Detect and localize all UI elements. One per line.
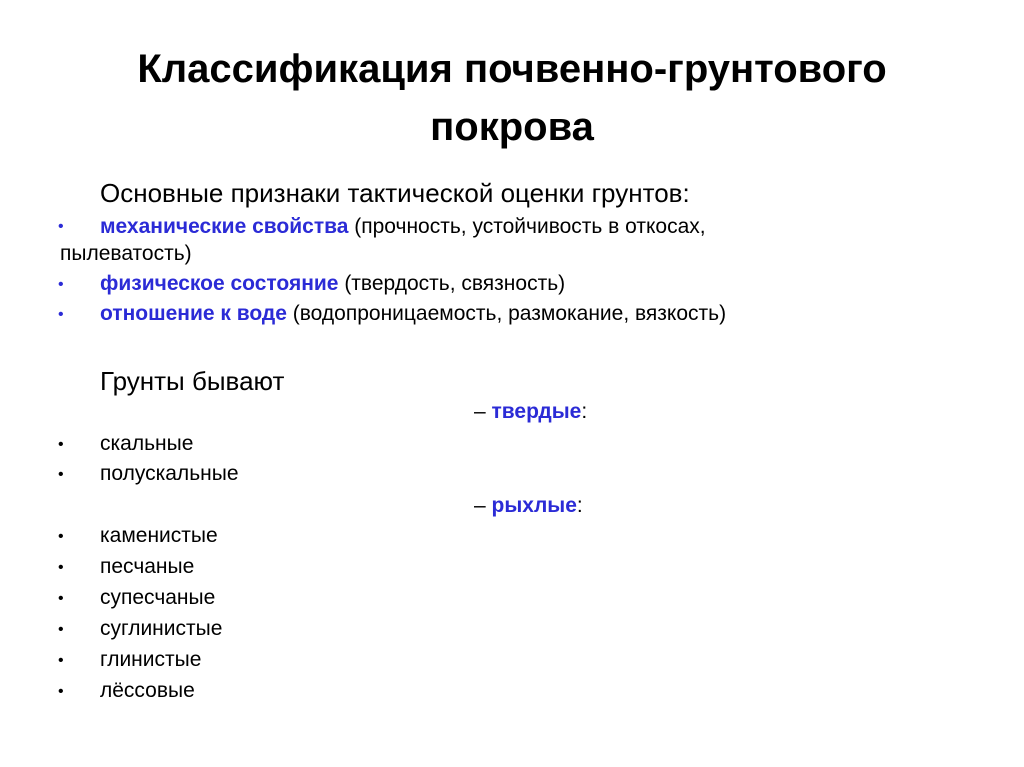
list-item: суглинистые: [100, 617, 223, 640]
list-item: каменистые: [100, 524, 218, 547]
desc: (водопроницаемость, размокание, вязкость): [286, 302, 727, 325]
desc: (твердость, связность): [338, 272, 566, 295]
category-loose: [474, 494, 583, 518]
list-item-water: [100, 300, 726, 328]
bullet: •: [58, 528, 64, 545]
list-item: глинистые: [100, 648, 202, 671]
list-item-mechanical: [100, 213, 706, 241]
bullet: •: [58, 466, 64, 483]
term: отношение к воде: [100, 302, 287, 325]
bullet: •: [58, 559, 64, 576]
section1-heading: Основные признаки тактической оценки грунтов:: [100, 178, 690, 208]
term: физическое состояние: [100, 272, 339, 295]
bullet: •: [58, 218, 64, 235]
category-hard: [474, 400, 587, 424]
colon: :: [581, 400, 588, 423]
dash: –: [474, 400, 492, 423]
category-label: рыхлые: [491, 494, 577, 517]
bullet: •: [58, 436, 64, 453]
bullet: •: [58, 276, 64, 293]
category-label: твердые: [491, 400, 582, 423]
list-item: скальные: [100, 432, 194, 455]
slide-title: [60, 40, 964, 156]
list-item: лёссовые: [100, 679, 195, 702]
bullet: •: [58, 590, 64, 607]
list-item-physical: [100, 270, 565, 298]
bullet: •: [58, 621, 64, 638]
bullet: •: [58, 683, 64, 700]
desc: (прочность, устойчивость в откосах,: [348, 215, 706, 238]
list-item: полускальные: [100, 462, 239, 485]
list-item: песчаные: [100, 555, 195, 578]
term: механические свойства: [100, 215, 349, 238]
bullet: •: [58, 652, 64, 669]
list-item-mechanical-cont: пылеватость): [60, 242, 192, 265]
list-item: супесчаные: [100, 586, 216, 609]
bullet: •: [58, 306, 64, 323]
colon: :: [576, 494, 583, 517]
dash: –: [474, 494, 492, 517]
title-line-1: Классификация почвенно-грунтового: [137, 47, 887, 91]
title-line-2: покрова: [430, 105, 594, 149]
section2-heading: Грунты бывают: [100, 366, 285, 396]
